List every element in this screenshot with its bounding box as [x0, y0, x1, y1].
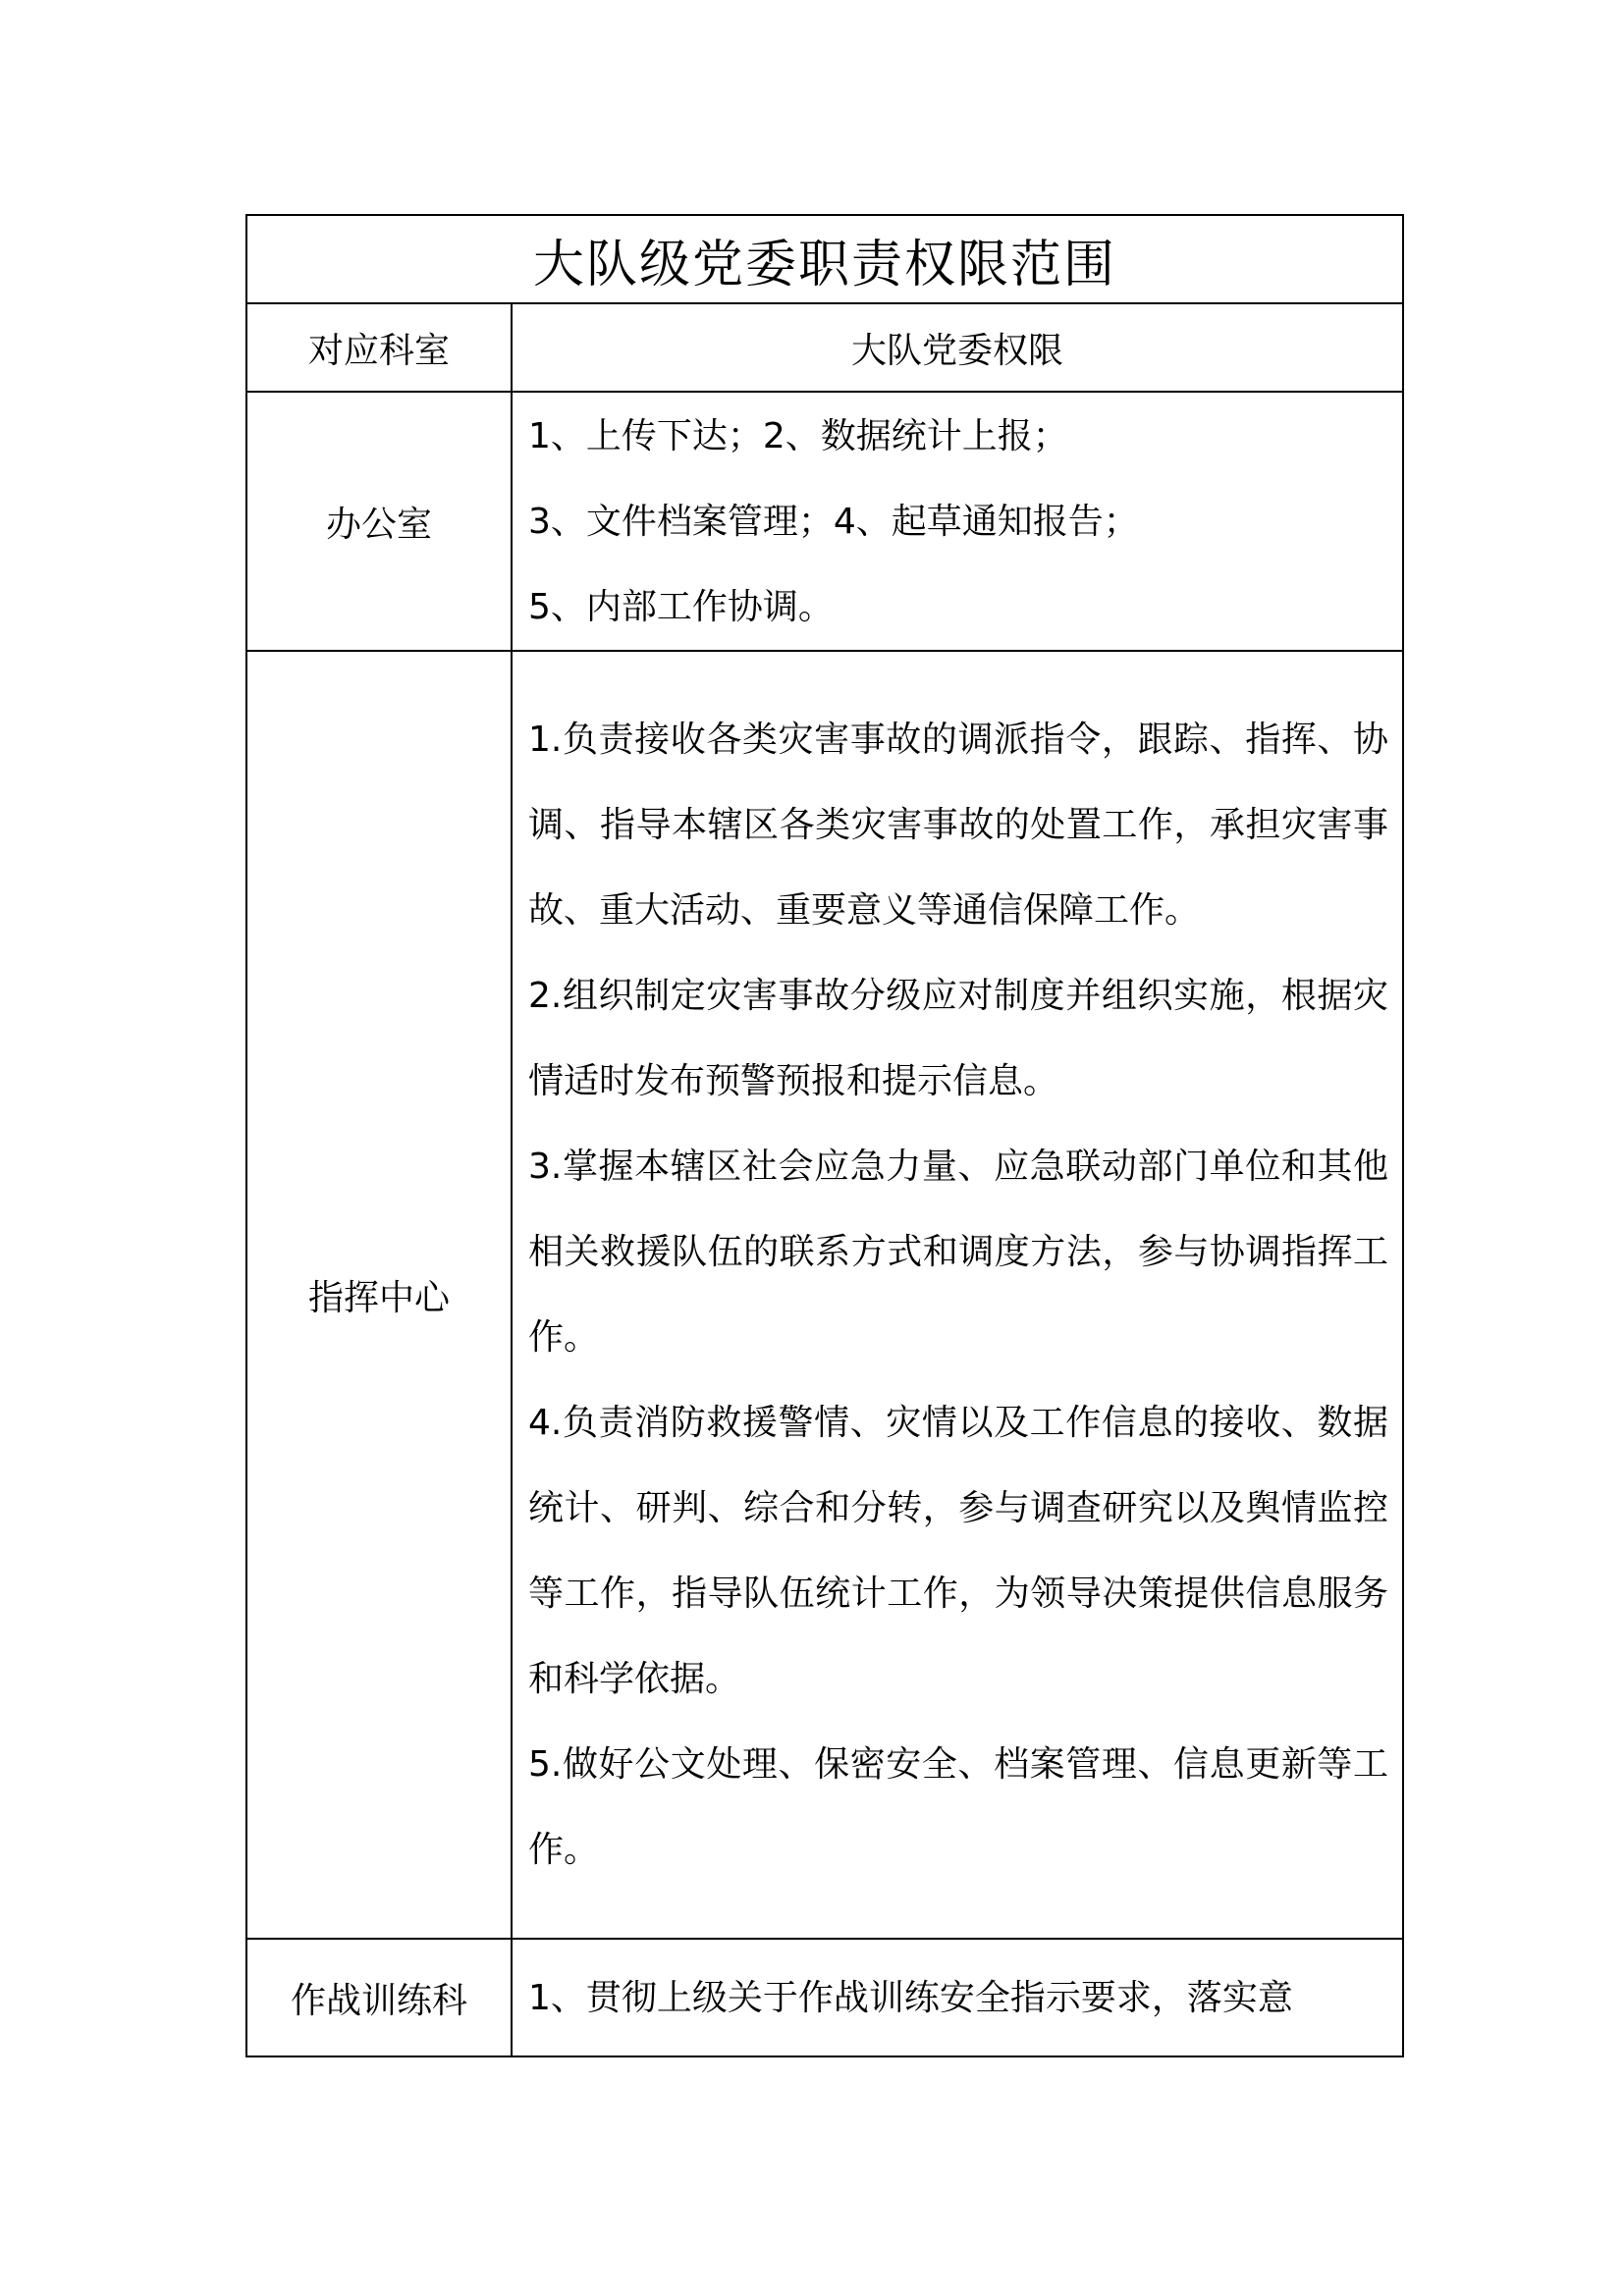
- command-item-5: 5.做好公文处理、保密安全、档案管理、信息更新等工作。: [528, 1744, 1389, 1870]
- command-item-4: 4.负责消防救援警情、灾情以及工作信息的接收、数据统计、研判、综合和分转，参与调查研究以及舆情监控等工作，指导队伍统计工作，为领导决策提供信息服务和科学依据。: [528, 1403, 1389, 1699]
- dept-command: 指挥中心: [246, 651, 512, 1939]
- table-row-command: [246, 651, 1403, 1939]
- table-title: 大队级党委职责权限范围: [246, 215, 1403, 303]
- title-row: [246, 215, 1403, 303]
- dept-office: 办公室: [246, 392, 512, 651]
- office-line-1: 1、上传下达；2、数据统计上报；: [528, 415, 1068, 456]
- command-item-1: 1.负责接收各类灾害事故的调派指令，跟踪、指挥、协调、指导本辖区各类灾害事故的处置工作，承担灾害事故、重大活动、重要意义等通信保障工作。: [528, 720, 1389, 931]
- header-dept: 对应科室: [246, 303, 512, 392]
- office-line-3: 5、内部工作协调。: [528, 586, 834, 627]
- duty-table: [245, 214, 1404, 2057]
- dept-training: 作战训练科: [246, 1939, 512, 2056]
- table-row-office: [246, 392, 1403, 651]
- header-authority: 大队党委权限: [512, 303, 1403, 392]
- office-line-2: 3、文件档案管理；4、起草通知报告；: [528, 501, 1139, 542]
- command-item-2: 2.组织制定灾害事故分级应对制度并组织实施，根据灾情适时发布预警预报和提示信息。: [528, 976, 1389, 1101]
- header-row: [246, 303, 1403, 392]
- duty-command: [512, 651, 1403, 1939]
- table-row-training: [246, 1939, 1403, 2056]
- duty-training: [512, 1939, 1403, 2056]
- training-line-1: 1、贯彻上级关于作战训练安全指示要求，落实意: [528, 1977, 1293, 2018]
- duty-office: [512, 392, 1403, 651]
- command-item-3: 3.掌握本辖区社会应急力量、应急联动部门单位和其他相关救援队伍的联系方式和调度方法，参与协调指挥工作。: [528, 1147, 1389, 1358]
